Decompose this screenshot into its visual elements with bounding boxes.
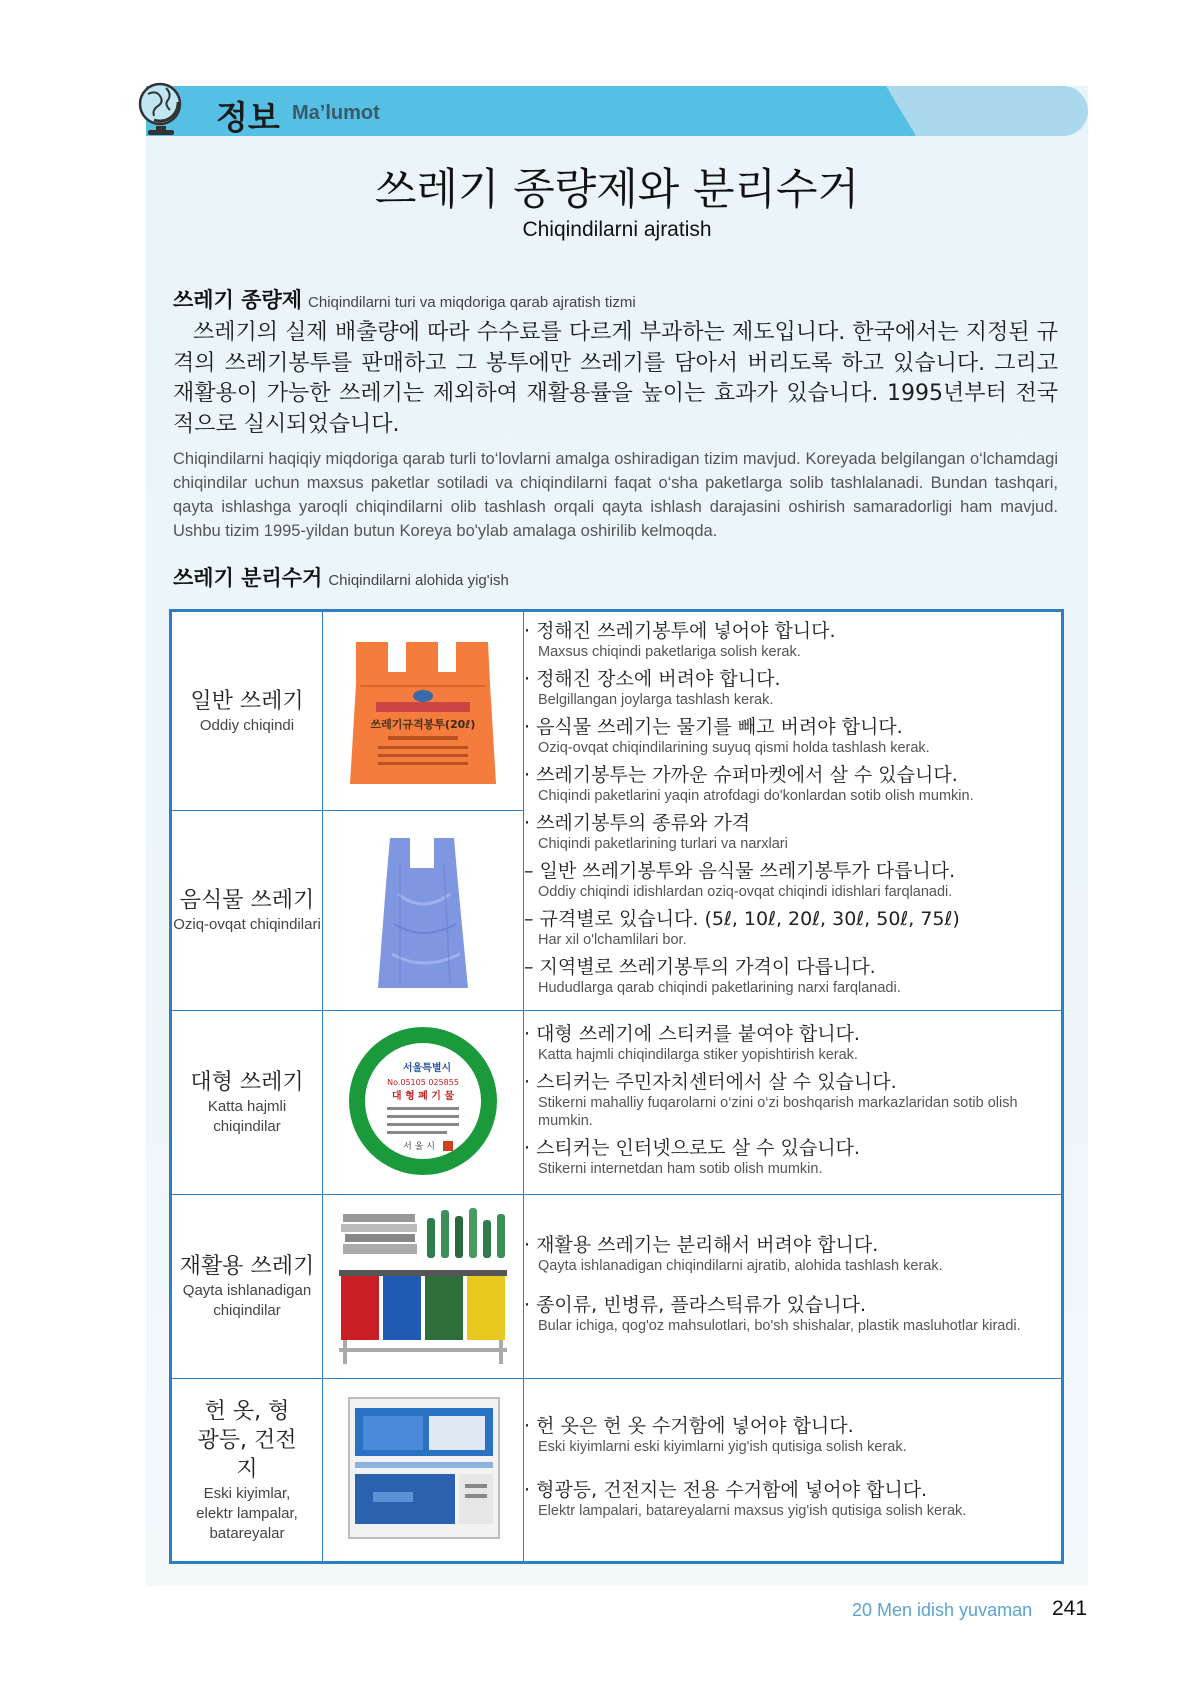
category-cell — [171, 1195, 323, 1379]
desc-uzbek: Qayta ishlanadigan chiqindilarni ajratib, alohida tashlash kerak. — [538, 1257, 943, 1274]
section-heading-translation: Chiqindilarni turi va miqdoriga qarab ajratish tizmi — [308, 294, 636, 311]
desc-uzbek: Oddiy chiqindi idishlardan oziq-ovqat chiqindi idishlari farqlanadi. — [538, 884, 953, 900]
banner-label: 정보 — [216, 98, 280, 137]
desc-korean: · 음식물 쓰레기는 물기를 빼고 버려야 합니다. — [524, 716, 903, 738]
image-cell — [323, 1195, 524, 1379]
info-banner — [146, 86, 1088, 136]
desc-uzbek: Chiqindi paketlarining turlari va narxlari — [538, 836, 788, 852]
category-translation: Qayta ishlanadigan chiqindilar — [182, 1282, 312, 1319]
page-number: 241 — [1052, 1597, 1088, 1620]
image-cell — [323, 811, 524, 1011]
image-cell — [323, 1379, 524, 1563]
sticker-city: 서울특별시 — [402, 1062, 452, 1074]
desc-korean: · 스티커는 인터넷으로도 살 수 있습니다. — [524, 1136, 860, 1159]
desc-korean: · 정해진 쓰레기봉투에 넣어야 합니다. — [524, 620, 836, 642]
description-cell-large — [524, 1011, 1063, 1195]
desc-item — [524, 1478, 1061, 1520]
desc-korean: – 일반 쓰레기봉투와 음식물 쓰레기봉투가 다릅니다. — [524, 860, 956, 882]
desc-item — [524, 859, 1061, 901]
page-subtitle: Chiqindilarni ajratish — [522, 218, 712, 241]
desc-uzbek: Bular ichiga, qog'oz mahsulotlari, bo'sh shishalar, plastik masluhotlar kiradi. — [538, 1317, 1021, 1334]
category-cell — [171, 1379, 323, 1563]
desc-korean: · 재활용 쓰레기는 분리해서 버려야 합니다. — [524, 1233, 879, 1256]
description-cell-shared — [524, 611, 1063, 1011]
desc-item — [524, 619, 1061, 661]
recycling-bins-image — [333, 1200, 513, 1370]
desc-korean: · 쓰레기봉투는 가까운 슈퍼마켓에서 살 수 있습니다. — [524, 764, 958, 786]
sticker-issuer: 서 울 시 — [403, 1141, 435, 1152]
image-cell — [323, 611, 524, 811]
table-row-large — [171, 1011, 1063, 1195]
section-heading-separation — [173, 562, 509, 592]
page-title: 쓰레기 종량제와 분리수거 — [374, 165, 860, 215]
category-translation: Katta hajmli chiqindilar — [207, 1098, 287, 1135]
desc-korean: · 형광등, 건전지는 전용 수거함에 넣어야 합니다. — [524, 1479, 928, 1501]
desc-uzbek: Oziq-ovqat chiqindilarining suyuq qismi holda tashlash kerak. — [538, 740, 930, 756]
category-name: 일반 쓰레기 — [190, 688, 304, 714]
image-cell — [323, 1011, 524, 1195]
desc-item — [524, 811, 1061, 853]
collection-box-image — [333, 1388, 513, 1548]
desc-korean: – 규격별로 있습니다. (5ℓ, 10ℓ, 20ℓ, 30ℓ, 50ℓ, 75ℓ) — [524, 908, 960, 930]
blue-food-bag-image — [338, 824, 508, 994]
paragraph-korean: 쓰레기의 실제 배출량에 따라 수수료를 다르게 부과하는 제도입니다. 한국에서는 지정된 규격의 쓰레기봉투를 판매하고 그 봉투에만 쓰레기를 담아서 버리도록 하고 있습니다. 그리고 재활용이 가능한 쓰레기는 제외하여 재활용률을 높이는 효과가 있습니다. 1995년부터 전국적으로 실시되었습니다. — [173, 320, 1058, 437]
table-row-general — [171, 611, 1063, 811]
category-name: 음식물 쓰레기 — [179, 888, 315, 913]
desc-uzbek: Har xil o'lchamlilari bor. — [538, 932, 687, 948]
table-row-clothes — [171, 1379, 1063, 1563]
desc-item — [524, 955, 1061, 997]
category-cell — [171, 811, 323, 1011]
desc-uzbek: Chiqindi paketlarini yaqin atrofdagi do'konlardan sotib olish mumkin. — [538, 788, 974, 804]
globe-icon — [138, 80, 186, 138]
desc-item — [524, 1136, 1061, 1178]
desc-uzbek: Stikerni internetdan ham sotib olish mumkin. — [538, 1160, 823, 1177]
desc-korean: · 스티커는 주민자치센터에서 살 수 있습니다. — [524, 1070, 897, 1093]
category-translation: Oddiy chiqindi — [199, 716, 295, 734]
desc-uzbek: Hududlarga qarab chiqindi paketlarining narxi farqlanadi. — [538, 980, 901, 996]
desc-item — [524, 1070, 1061, 1130]
desc-item — [524, 1022, 1061, 1064]
desc-korean: · 정해진 장소에 버려야 합니다. — [524, 668, 781, 690]
banner-label-translation: Ma’lumot — [292, 102, 380, 124]
category-cell — [171, 1011, 323, 1195]
desc-item — [524, 667, 1061, 709]
footer-chapter: 20 Men idish yuvaman — [852, 1600, 1033, 1620]
desc-item — [524, 1414, 1061, 1456]
desc-uzbek: Belgillangan joylarga tashlash kerak. — [538, 692, 774, 708]
paragraph-uzbek: Chiqindilarni haqiqiy miqdoriga qarab turli to‘lovlarni amalga oshiradigan tizim mavjud. Koreyada belgilangan o‘lchamdagi chiqindilar uchun maxsus paketlar sotiladi va chiqindilarni faqat o‘sha paketlarga solib tashlalanadi. Bundan tashqari, qayta ishlashga yaroqli chiqindilarni olib tashlash orqali qayta ishlash darajasini oshirish samaradorligi ham mavjud. Ushbu tizim 1995-yildan butun Koreya bo'ylab amalaga oshirilib kelmoqda. — [173, 450, 1058, 540]
desc-item — [524, 1233, 1061, 1275]
desc-item — [524, 715, 1061, 757]
table-row-recycle — [171, 1195, 1063, 1379]
description-cell-clothes — [524, 1379, 1063, 1563]
separation-table — [169, 609, 1064, 1564]
orange-trash-bag-image — [338, 624, 508, 794]
category-translation: Oziq-ovqat chiqindilari — [173, 916, 321, 933]
desc-uzbek: Eski kiyimlarni eski kiyimlarni yig'ish qutisiga solish kerak. — [538, 1439, 907, 1455]
desc-uzbek: Stikerni mahalliy fuqarolarni o‘zini o‘zi boshqarish markazlaridan sotib olish mumkin. — [538, 1094, 1018, 1129]
desc-korean: · 종이류, 빈병류, 플라스틱류가 있습니다. — [524, 1293, 866, 1316]
category-name: 대형 쓰레기 — [190, 1070, 304, 1095]
large-waste-sticker-image — [343, 1021, 503, 1181]
category-name: 재활용 쓰레기 — [179, 1254, 315, 1279]
desc-item — [524, 763, 1061, 805]
category-translation: Eski kiyimlar, elektr lampalar, batareyalar — [196, 1484, 298, 1542]
description-cell-recycle — [524, 1195, 1063, 1379]
section-heading-translation: Chiqindilarni alohida yig'ish — [328, 572, 509, 589]
sticker-type: 대 형 폐 기 물 — [391, 1090, 455, 1102]
desc-uzbek: Katta hajmli chiqindilarga stiker yopishtirish kerak. — [538, 1046, 858, 1063]
category-cell — [171, 611, 323, 811]
section-heading-volume-system — [173, 284, 636, 314]
bag-label-text: 쓰레기규격봉투(20ℓ) — [370, 718, 476, 731]
section-heading-text: 쓰레기 분리수거 — [173, 566, 323, 590]
desc-uzbek: Elektr lampalari, batareyalarni maxsus yig'ish qutisiga solish kerak. — [538, 1503, 967, 1519]
desc-korean: · 쓰레기봉투의 종류와 가격 — [524, 812, 751, 834]
desc-korean: · 헌 옷은 헌 옷 수거함에 넣어야 합니다. — [524, 1415, 854, 1437]
desc-korean: · 대형 쓰레기에 스티커를 붙여야 합니다. — [524, 1022, 860, 1045]
desc-uzbek: Maxsus chiqindi paketlariga solish kerak. — [538, 644, 801, 660]
sticker-number: No.05105 025855 — [387, 1077, 459, 1087]
section-heading-text: 쓰레기 종량제 — [173, 288, 303, 312]
category-name: 헌 옷, 형광등, 건전지 — [197, 1398, 297, 1482]
desc-item — [524, 1293, 1061, 1335]
desc-item — [524, 907, 1061, 949]
desc-korean: – 지역별로 쓰레기봉투의 가격이 다릅니다. — [524, 956, 876, 978]
